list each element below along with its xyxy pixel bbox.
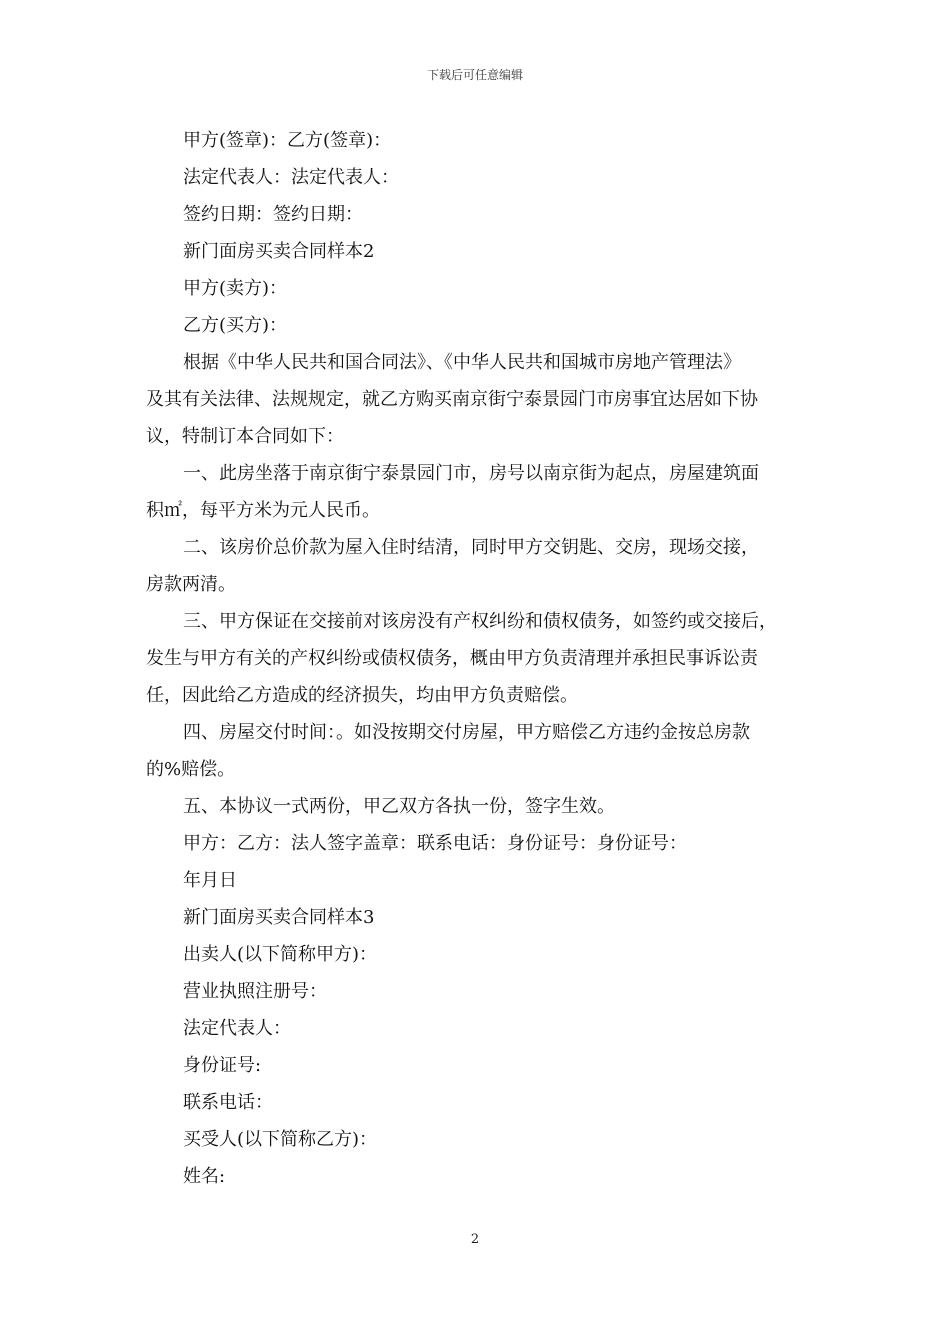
page-number: 2 xyxy=(470,1232,480,1247)
paragraph-line: 签约日期：签约日期： xyxy=(183,204,363,225)
paragraph-line: 及其有关法律、法规规定，就乙方购买南京街宁泰景园门市房事宜达居如下协 xyxy=(146,389,758,410)
paragraph-line: 甲方(签章)：乙方(签章)： xyxy=(183,130,392,151)
form-field-line: 营业执照注册号： xyxy=(183,981,327,1002)
document-body xyxy=(146,122,810,1195)
section-title: 新门面房买卖合同样本3 xyxy=(183,907,375,928)
clause-line: 发生与甲方有关的产权纠纷或债权债务，概由甲方负责清理并承担民事诉讼责 xyxy=(146,648,758,669)
paragraph-line: 法定代表人：法定代表人： xyxy=(183,167,399,188)
clause-line: 任，因此给乙方造成的经济损失，均由甲方负责赔偿。 xyxy=(146,685,578,706)
signature-line: 甲方：乙方：法人签字盖章：联系电话：身份证号：身份证号： xyxy=(183,833,687,854)
form-field-line: 法定代表人： xyxy=(183,1018,291,1039)
paragraph-line: 议，特制订本合同如下： xyxy=(146,426,344,447)
page-header: 下载后可任意编辑 xyxy=(426,68,523,82)
form-field-line: 出卖人(以下简称甲方)： xyxy=(183,944,378,965)
clause-line: 积㎡，每平方米为元人民币。 xyxy=(146,500,380,521)
paragraph-line: 甲方(卖方)： xyxy=(183,278,288,299)
form-field-line: 姓名: xyxy=(183,1166,226,1187)
clause-line: 一、此房坐落于南京街宁泰景园门市，房号以南京街为起点，房屋建筑面 xyxy=(183,463,759,484)
clause-line: 的%赔偿。 xyxy=(146,759,236,780)
clause-line: 四、房屋交付时间：。如没按期交付房屋，甲方赔偿乙方违约金按总房款 xyxy=(183,722,750,743)
form-field-line: 联系电话： xyxy=(183,1092,273,1113)
clause-line: 三、甲方保证在交接前对该房没有产权纠纷和债权债务，如签约或交接后， xyxy=(183,611,777,632)
clause-line: 五、本协议一式两份，甲乙双方各执一份，签字生效。 xyxy=(183,796,615,817)
paragraph-line: 根据《中华人民共和国合同法》、《中华人民共和国城市房地产管理法》 xyxy=(183,352,741,373)
clause-line: 二、该房价总价款为屋入住时结清，同时甲方交钥匙、交房，现场交接， xyxy=(183,537,759,558)
form-field-line: 身份证号: xyxy=(183,1055,262,1076)
form-field-line: 买受人(以下简称乙方)： xyxy=(183,1129,378,1150)
paragraph-line: 乙方(买方)： xyxy=(183,315,288,336)
date-line: 年月日 xyxy=(183,870,237,891)
clause-line: 房款两清。 xyxy=(146,574,236,595)
section-title: 新门面房买卖合同样本2 xyxy=(183,241,375,262)
